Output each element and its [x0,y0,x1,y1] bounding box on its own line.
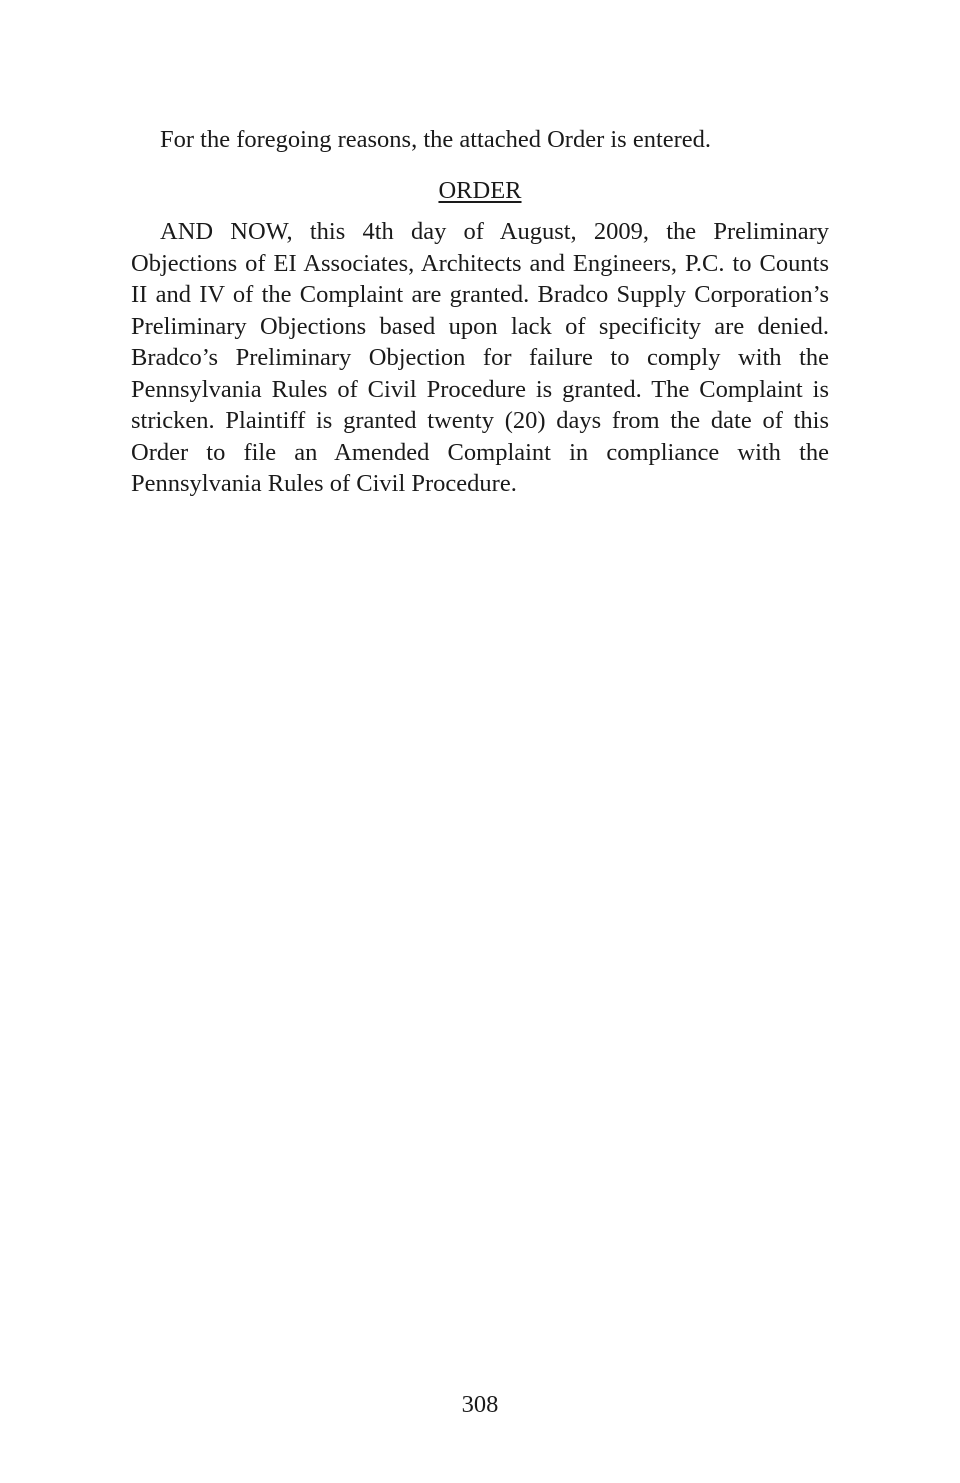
intro-paragraph: For the foregoing reasons, the attached Order is entered. [160,126,712,153]
page-number: 308 [461,1391,499,1418]
order-paragraph: AND NOW, this 4th day of August, 2009, the Preliminary Objections of EI Associates, Architects and Engineers, P.C. to Counts II and IV of the Complaint are granted. Bradco Supply Corporation’s Preliminary Objections based upon lack of specificity are denied. Bradco’s Preliminary Objection for failure to comply with the Pennsylvania Rules of Civil Procedure is granted. The Complaint is stricken. Plaintiff is granted twenty (20) days from the date of this Order to file an Amended Complaint in compliance with the Pennsylvania Rules of Civil Procedure. [131,218,829,497]
order-heading: ORDER [438,177,522,204]
